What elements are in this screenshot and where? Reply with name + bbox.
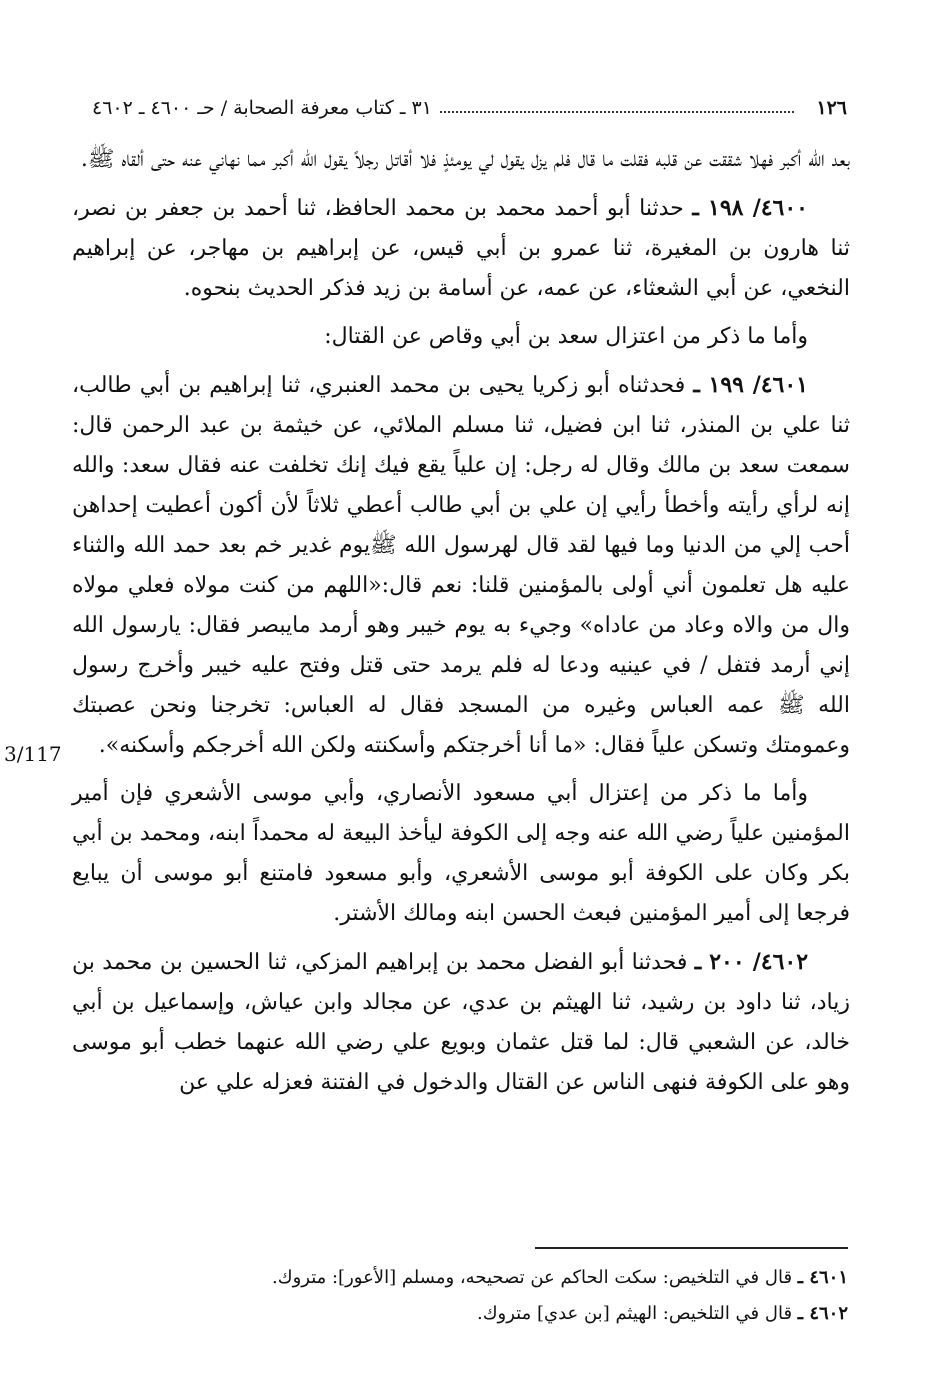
page-header: [92, 92, 847, 124]
paragraph-text: حدثنا أبو أحمد محمد بن محمد الحافظ، ثنا أحمد بن جعفر بن نصر، ثنا هارون بن المغيرة، ثنا عمرو بن أبي قيس، عن إبراهيم بن مهاجر، عن إبراهيم النخعي، عن أبي الشعثاء، عن عمه، عن أسامة بن زيد فذكر الحديث بنحوه.: [72, 196, 851, 301]
footnotes: [180, 1262, 848, 1334]
hadith-number: ٤٦٠٠/ ١٩٨ ـ: [692, 195, 808, 221]
running-title: ٣١ ـ كتاب معرفة الصحابة / حـ ٤٦٠٠ ـ ٤٦٠٢: [92, 97, 432, 119]
paragraph-continuation: [72, 140, 850, 180]
footnote-number: ٤٦٠٢ ـ: [797, 1303, 848, 1324]
volume-page-reference: 3/117: [4, 742, 62, 766]
paragraph-text: وأما ما ذكر من اعتزال سعد بن أبي وقاص عن القتال:: [324, 324, 808, 349]
footnote-separator: [535, 1247, 848, 1249]
footnote-4602: [180, 1298, 848, 1330]
paragraph-text: فحدثناه أبو زكريا يحيى بن محمد العنبري، ثنا إبراهيم بن أبي طالب، ثنا علي بن المنذر، ثنا ابن فضيل، ثنا مسلم الملائي، عن خيثمة بن عبد الرحمن قال: سمعت سعد بن مالك وقال له رجل: إن علياً يقع فيك إنك تخلفت عنه فقال سعد: والله إنه لرأي رأيته وأخطأ رأيي إن علي بن أبي طالب أعطي ثلاثاً لأن أكون أعطيت إحداهن أحب إلي من الدنيا وما فيها لقد قال لهرسول الله ﷺيوم غدير خم بعد حمد الله والثناء عليه هل تعلمون أني أولى بالمؤمنين قلنا: نعم قال:«اللهم من كنت مولاه فعلي مولاه وال من والاه وعاد من عاداه» وجيء به يوم خيبر وهو أرمد مايبصر فقال: يارسول الله إني أرمد فتفل / في عينيه ودعا له فلم يرمد حتى قتل وفتح عليه خيبر وأخرج رسول الله ﷺ عمه العباس وغيره من المسجد فقال له العباس: تخرجنا ونحن عصبتك وعمومتك وتسكن علياً فقال: «ما أنا أخرجتكم وأسكنته ولكن الله أخرجكم وأسكنه».: [72, 373, 850, 758]
hadith-4602: [72, 942, 850, 1103]
footnote-4601: [180, 1262, 848, 1294]
header-dot-leader: [440, 111, 794, 113]
footnote-number: ٤٦٠١ ـ: [797, 1267, 848, 1288]
paragraph-text: فحدثنا أبو الفضل محمد بن إبراهيم المزكي، ثنا الحسين بن محمد بن زياد، ثنا داود بن رشيد، ثنا الهيثم بن عدي، عن مجالد وابن عياش، وإسماعيل بن أبي خالد، عن الشعبي قال: لما قتل عثمان وبويع علي رضي الله عنهما خطب أبو موسى وهو على الكوفة فنهى الناس عن القتال والدخول في الفتنة فعزله علي عن: [72, 950, 850, 1095]
hadith-4600: [72, 188, 850, 309]
paragraph-text: بعد الله أكبر فهلا شققت عن قلبه فقلت ما قال فلم يزل يقول لي يومئذٍ فلا أقاتل رجلاً يقول الله أكبر مما نهاني عنه حتى ألقاه ﷺ.: [80, 147, 850, 172]
hadith-number: ٤٦٠١/ ١٩٩ ـ: [693, 372, 808, 398]
paragraph-text: وأما ما ذكر من إعتزال أبي مسعود الأنصاري، وأبي موسى الأشعري فإن أمير المؤمنين علياً رضي الله عنه وجه إلى الكوفة ليأخذ البيعة له محمداً ابنه، ومحمد بن أبي بكر وكان على الكوفة أبو موسى الأشعري، وأبو مسعود فامتنع أبو موسى أن يبايع فرجعا إلى أمير المؤمنين فبعث الحسن ابنه ومالك الأشتر.: [72, 781, 850, 926]
footnote-text: قال في التلخيص: سكت الحاكم عن تصحيحه، ومسلم [الأعور]: متروك.: [272, 1267, 793, 1288]
hadith-4601: [72, 365, 850, 766]
footnote-text: قال في التلخيص: الهيثم [بن عدي] متروك.: [476, 1303, 793, 1324]
section-intro-saad: [72, 317, 850, 357]
main-text: [72, 140, 850, 1111]
page-number: ١٢٦: [816, 97, 847, 119]
hadith-number: ٤٦٠٢/ ٢٠٠ ـ: [694, 949, 809, 975]
section-intro-abu-masud: [72, 774, 850, 934]
